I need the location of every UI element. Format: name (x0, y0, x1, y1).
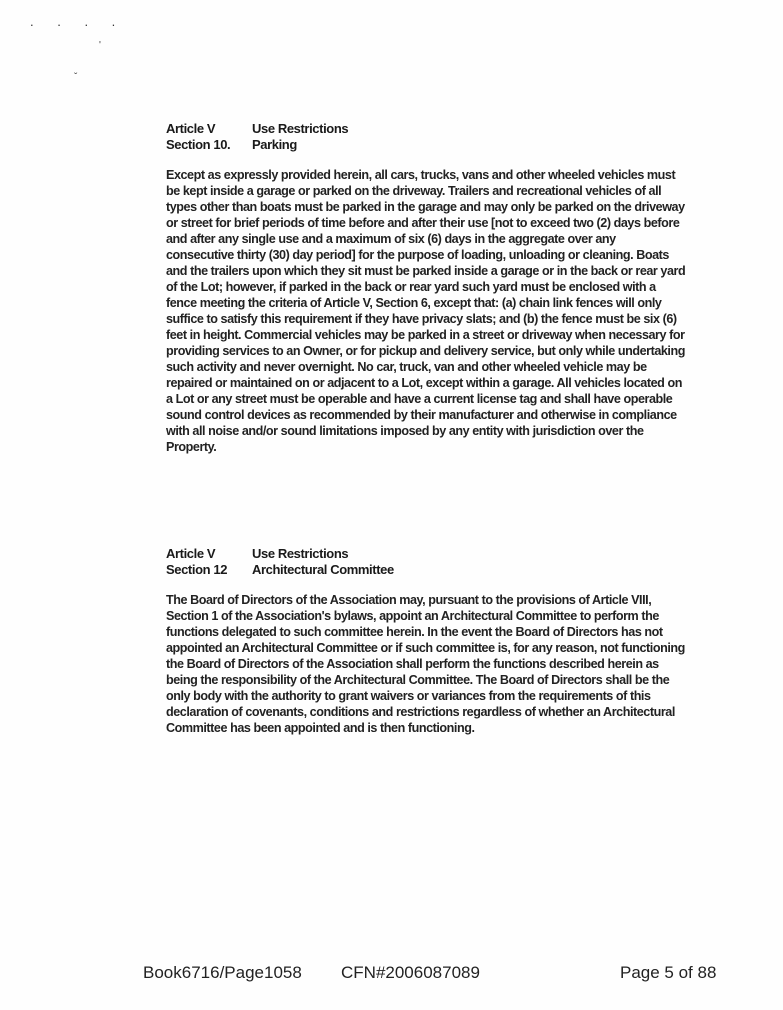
article-heading (166, 121, 686, 137)
section-heading (166, 562, 686, 578)
article-title: Use Restrictions (252, 546, 349, 561)
section-title: Architectural Committee (252, 562, 394, 577)
scan-mark: ' (99, 40, 101, 51)
section-title: Parking (252, 137, 297, 152)
section-parking (166, 121, 686, 455)
footer-book-page: Book6716/Page1058 (143, 963, 302, 982)
section-architectural-committee (166, 546, 686, 736)
article-title: Use Restrictions (252, 121, 349, 136)
footer-page-number: Page 5 of 88 (620, 963, 717, 982)
article-label: Article V (166, 121, 216, 136)
article-heading (166, 546, 686, 562)
section-label: Section 10. (166, 137, 231, 152)
section-label: Section 12 (166, 562, 228, 577)
section-heading (166, 137, 686, 153)
section-body: The Board of Directors of the Association may, pursuant to the provisions of Article VIII, Section 1 of the Association's bylaws, appoint an Architectural Committee to perform the functions delegated to such committee herein. In the event the Board of Directors has not appointed an Architectural Committee or if such committee is, for any reason, not functioning the Board of Directors of the Association shall perform the functions described herein as being the responsibility of the Architectural Committee. The Board of Directors shall be the only body with the authority to grant waivers or variances from the requirements of this declaration of covenants, conditions and restrictions regardless of whether an Architectural Committee has been appointed and is then functioning. (166, 593, 685, 735)
article-label: Article V (166, 546, 216, 561)
footer-cfn: CFN#2006087089 (341, 963, 480, 982)
section-body: Except as expressly provided herein, all cars, trucks, vans and other wheeled vehicles must be kept inside a garage or parked on the driveway. Trailers and recreational vehicles of all types other than boats must be parked in the garage and may only be parked on the driveway or street for brief periods of time before and after their use [not to exceed two (2) days before and after any single use and a maximum of six (6) days in the aggregate over any consecutive thirty (30) day period] for the purpose of loading, unloading or cleaning. Boats and the trailers upon which they sit must be parked inside a garage or in the back or rear yard of the Lot; however, if parked in the back or rear yard such yard must be enclosed with a fence meeting the criteria of Article V, Section 6, except that: (a) chain link fences will only suffice to satisfy this requirement if they have privacy slats; and (b) the fence must be six (6) feet in height. Commercial vehicles may be parked in a street or driveway when necessary for providing services to an Owner, or for pickup and delivery service, but only while undertaking such activity and never overnight. No car, truck, van and other wheeled vehicle may be repaired or maintained on or adjacent to a Lot, except within a garage. All vehicles located on a Lot or any street must be operable and have a current license tag and shall have operable sound control devices as recommended by their manufacturer and otherwise in compliance with all noise and/or sound limitations imposed by any entity with jurisdiction over the Property. (166, 168, 686, 454)
scan-mark: ˇ (74, 72, 78, 83)
scan-dots: . . . . (30, 14, 126, 29)
